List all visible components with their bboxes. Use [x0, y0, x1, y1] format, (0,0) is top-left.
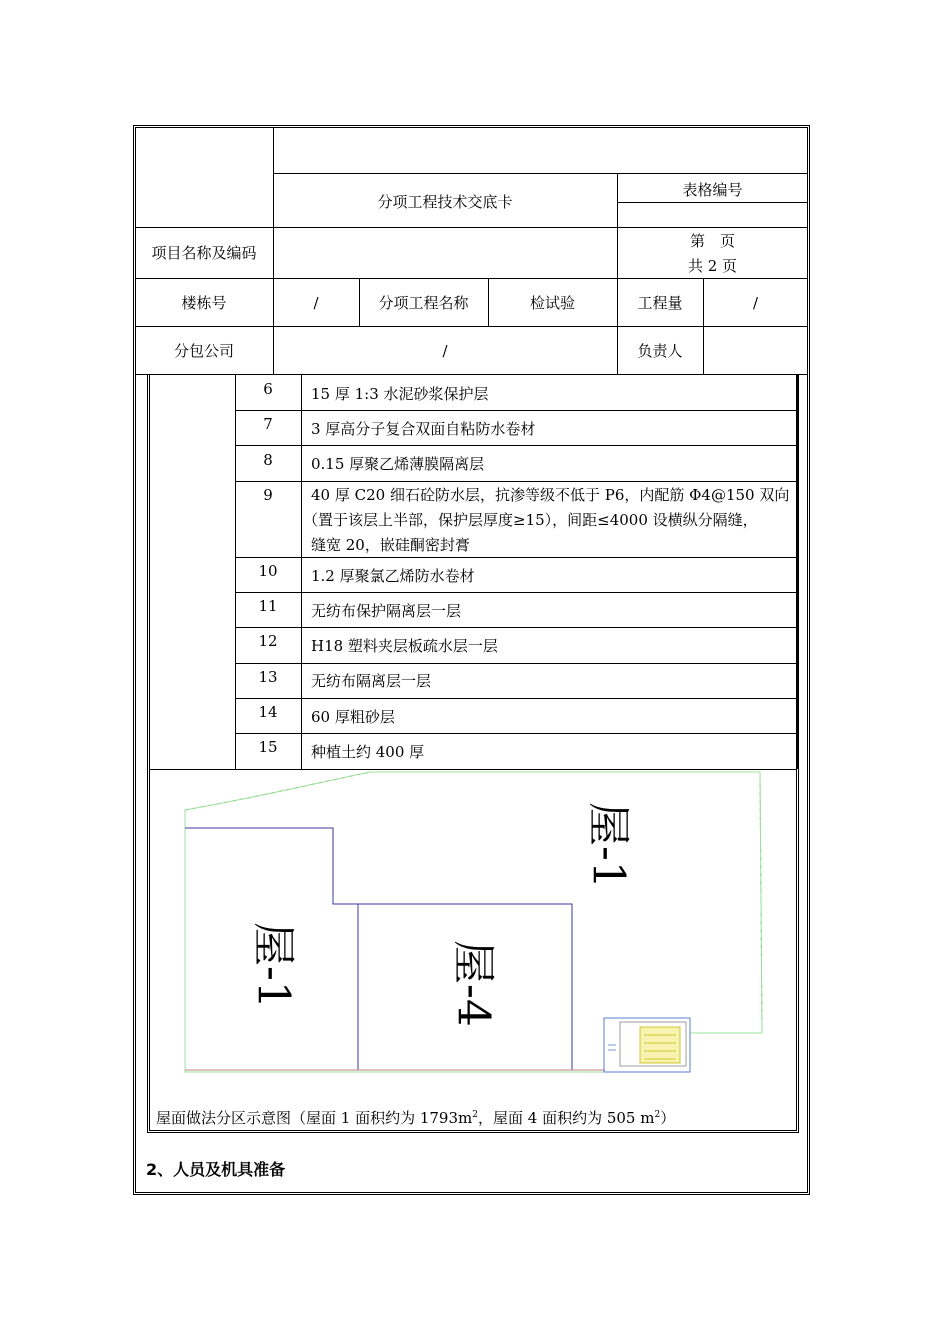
stair-room-detail	[604, 1018, 690, 1072]
layer-desc: 60 厚粗砂层	[311, 708, 395, 726]
subproject-value: 检试验	[529, 294, 575, 312]
caption-mid: ，屋面 4 面积约为 505 m	[477, 1109, 655, 1127]
responsible-label: 负责人	[637, 342, 683, 360]
card-title: 分项工程技术交底卡	[377, 193, 513, 211]
layer-desc: 15 厚 1:3 水泥砂浆保护层	[311, 385, 489, 403]
layer-desc: 种植土约 400 厚	[311, 743, 425, 761]
zone-boundary	[185, 828, 572, 1070]
layer-desc-line: （置于该层上半部，保护层厚度≥15），间距≤4000 设横纵分隔缝，	[303, 511, 758, 529]
zone-label-roof4: 屋-4	[447, 940, 499, 1027]
layer-desc: 无纺布隔离层一层	[311, 672, 432, 690]
layer-no: 6	[263, 380, 273, 398]
layer-no: 10	[258, 562, 278, 580]
layer-no: 11	[258, 597, 278, 615]
layer-no: 9	[263, 486, 273, 504]
caption-sup: 2	[472, 1110, 478, 1120]
caption-prefix: 屋面做法分区示意图（屋面 1 面积约为 1793m	[156, 1109, 473, 1127]
layer-desc: H18 塑料夹层板疏水层一层	[311, 637, 498, 655]
subcontractor-value: /	[442, 342, 448, 360]
layer-no: 14	[258, 703, 278, 721]
layer-no: 7	[263, 415, 273, 433]
caption-suffix: ）	[660, 1109, 676, 1127]
quantity-value: /	[752, 294, 759, 312]
layer-no: 12	[258, 632, 278, 650]
layer-desc: 1.2 厚聚氯乙烯防水卷材	[311, 567, 475, 585]
layer-desc: 无纺布保护隔离层一层	[311, 602, 462, 620]
zone-label-roof1-right: 屋-1	[582, 802, 634, 889]
building-label: 楼栋号	[181, 294, 227, 312]
building-value: /	[313, 294, 319, 312]
project-label: 项目名称及编码	[151, 244, 257, 262]
section-2-title: 2、人员及机具准备	[146, 1160, 286, 1179]
total-pages-label: 共 2 页	[687, 257, 738, 275]
caption-sup: 2	[654, 1110, 661, 1120]
quantity-label: 工程量	[637, 294, 683, 312]
subproject-label: 分项工程名称	[378, 294, 469, 312]
layer-no: 13	[258, 668, 278, 686]
page-label: 第 页	[689, 232, 735, 250]
layer-no: 8	[263, 451, 273, 469]
layer-desc-line: 缝宽 20，嵌硅酮密封膏	[311, 536, 470, 554]
layer-desc: 0.15 厚聚乙烯薄膜隔离层	[311, 455, 485, 473]
layer-desc: 3 厚高分子复合双面自粘防水卷材	[311, 420, 536, 438]
subcontractor-label: 分包公司	[173, 342, 234, 360]
form-no-label: 表格编号	[682, 181, 743, 199]
plan-caption	[156, 1105, 675, 1128]
layer-no: 15	[258, 738, 278, 756]
layer-desc-line: 40 厚 C20 细石砼防水层，抗渗等级不低于 P6，内配筋 Φ4@150 双向	[311, 486, 790, 504]
zone-label-roof1-left: 屋-1	[247, 922, 299, 1009]
